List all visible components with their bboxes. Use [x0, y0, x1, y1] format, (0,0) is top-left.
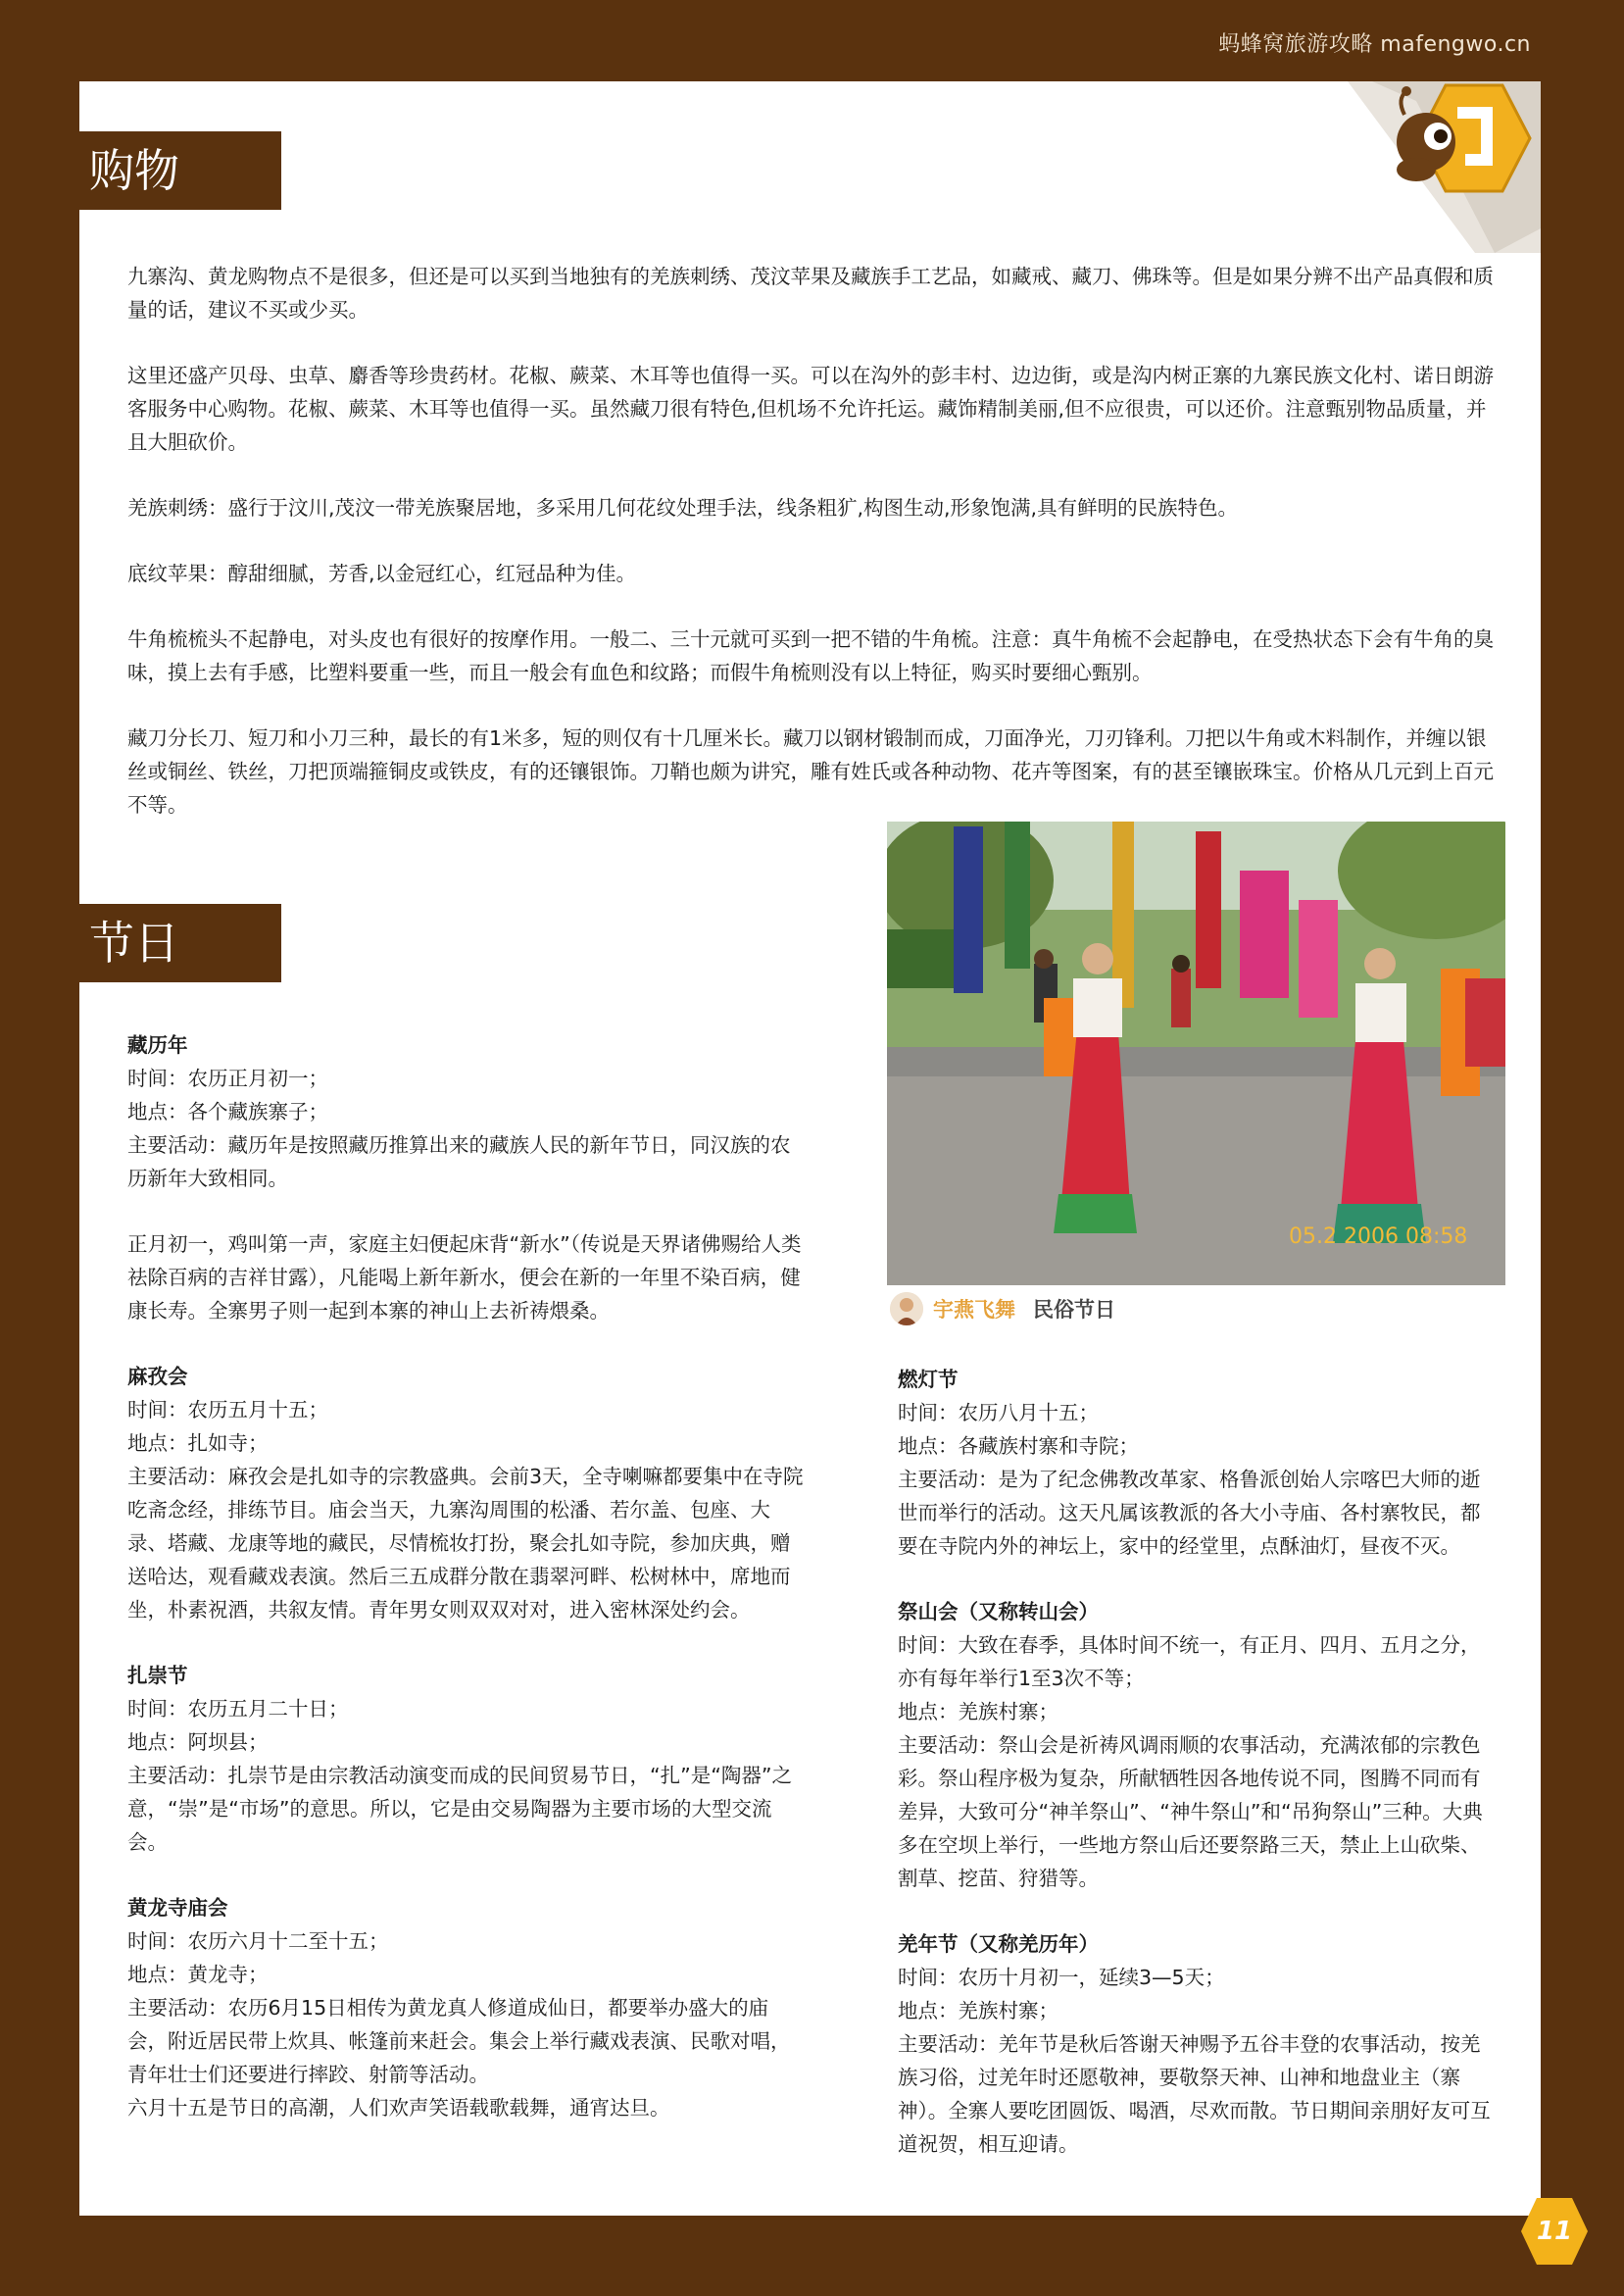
festival-line: 六月十五是节日的高潮，人们欢声笑语载歌载舞，通宵达旦。: [127, 2096, 670, 2120]
festival-entry: [127, 1891, 804, 2124]
festival-line: 时间：农历八月十五；: [898, 1401, 1099, 1424]
page-number: 11: [1536, 2217, 1573, 2246]
festival-line: 时间：大致在春季，具体时间不统一，有正月、四月、五月之分，亦有每年举行1至3次不等；: [898, 1633, 1481, 1690]
shopping-text: [127, 260, 1495, 822]
festival-line: 地点：阿坝县；: [127, 1730, 269, 1754]
festival-line: 地点：扎如寺；: [127, 1431, 269, 1455]
photo-timestamp: 05.2 2006 08:58: [1289, 1224, 1468, 1249]
festival-line: 正月初一，鸡叫第一声，家庭主妇便起床背“新水”（传说是天界诸佛赐给人类祛除百病的吉祥甘露），凡能喝上新年新水，便会在新的一年里不染百病，健康长寿。全寨男子则一起到本寨的神山上去祈祷煨桑。: [127, 1232, 802, 1323]
festival-line: 时间：农历六月十二至十五；: [127, 1929, 389, 1953]
festival-line: 主要活动：祭山会是祈祷风调雨顺的农事活动，充满浓郁的宗教色彩。祭山程序极为复杂，所献牺牲因各地传说不同，图腾不同而有差异，大致可分“神羊祭山”、“神牛祭山”和“吊狗祭山”三种。大典多在空坝上举行，一些地方祭山后还要祭路三天，禁止上山砍柴、割草、挖苗、狩猎等。: [898, 1733, 1483, 1890]
festival-line: 地点：羌族村寨；: [898, 1999, 1058, 2022]
festivals-right-column: [898, 1363, 1498, 2161]
festival-name: 扎崇节: [127, 1664, 188, 1687]
festival-entry: [898, 1595, 1498, 1895]
festival-line: 主要活动：羌年节是秋后答谢天神赐予五谷丰登的农事活动，按羌族习俗，过羌年时还愿敬神，要敬祭天神、山神和地盘业主（寨神）。全寨人要吃团圆饭、喝酒，尽欢而散。节日期间亲朋好友可互道祝贺，相互迎请。: [898, 2032, 1491, 2156]
festival-name: 羌年节（又称羌历年）: [898, 1932, 1099, 1956]
festival-name: 燃灯节: [898, 1368, 959, 1391]
festival-entry: [127, 1659, 804, 1859]
festival-name: 黄龙寺庙会: [127, 1896, 228, 1920]
festival-line: 主要活动：麻孜会是扎如寺的宗教盛典。会前3天，全寺喇嘛都要集中在寺院吃斋念经，排练节目。庙会当天，九寨沟周围的松潘、若尔盖、包座、大录、塔藏、龙康等地的藏民，尽情梳妆打扮，聚会扎如寺院，参加庆典，赠送哈达，观看藏戏表演。然后三五成群分散在翡翠河畔、松树林中，席地而坐，朴素祝酒，共叙友情。青年男女则双双对对，进入密林深处约会。: [127, 1465, 804, 1622]
festival-line: 主要活动：扎崇节是由宗教活动演变而成的民间贸易节日，“扎”是“陶器”之意，“崇”是“市场”的意思。所以，它是由交易陶器为主要市场的大型交流会。: [127, 1764, 792, 1854]
section-title-shopping: 购物: [79, 131, 281, 210]
festival-entry: [127, 1360, 804, 1626]
festival-entry: [898, 1927, 1498, 2161]
festival-photo: [887, 822, 1505, 1285]
festival-line: 时间：农历五月十五；: [127, 1398, 328, 1422]
festival-name: 祭山会（又称转山会）: [898, 1600, 1099, 1623]
festival-line: 主要活动：藏历年是按照藏历推算出来的藏族人民的新年节日，同汉族的农历新年大致相同。: [127, 1133, 791, 1190]
shopping-paragraph: 牛角梳梳头不起静电，对头皮也有很好的按摩作用。一般二、三十元就可买到一把不错的牛角梳。注意：真牛角梳不会起静电，在受热状态下会有牛角的臭味，摸上去有手感，比塑料要重一些，而且一般会有血色和纹路；而假牛角梳则没有以上特征，购买时要细心甄别。: [127, 627, 1494, 684]
festival-line: 地点：羌族村寨；: [898, 1700, 1058, 1723]
festival-line: 地点：各个藏族寨子；: [127, 1100, 328, 1123]
caption-username[interactable]: 宇燕飞舞: [933, 1298, 1015, 1322]
festival-entry: [127, 1227, 804, 1327]
brand-watermark: 蚂蜂窝旅游攻略 mafengwo.cn: [1218, 32, 1531, 57]
festival-name: 麻孜会: [127, 1365, 188, 1388]
festival-name: 藏历年: [127, 1033, 188, 1057]
shopping-paragraph: 底纹苹果：醇甜细腻，芳香,以金冠红心，红冠品种为佳。: [127, 562, 637, 585]
shopping-paragraph: 羌族刺绣：盛行于汶川,茂汶一带羌族聚居地，多采用几何花纹处理手法，线条粗犷,构图生动,形象饱满,具有鲜明的民族特色。: [127, 496, 1239, 520]
logo: [1328, 81, 1541, 253]
festival-line: 时间：农历五月二十日；: [127, 1697, 349, 1721]
festival-line: 地点：黄龙寺；: [127, 1963, 269, 1986]
photo-caption: [890, 1291, 1115, 1326]
festival-line: 主要活动：农历6月15日相传为黄龙真人修道成仙日，都要举办盛大的庙会，附近居民带上炊具、帐篷前来赶会。集会上举行藏戏表演、民歌对唱，青年壮士们还要进行摔跤、射箭等活动。: [127, 1996, 791, 2086]
festival-line: 时间：农历十月初一，延续3—5天；: [898, 1966, 1225, 1989]
festival-line: 地点：各藏族村寨和寺院；: [898, 1434, 1139, 1458]
shopping-paragraph: 这里还盛产贝母、虫草、麝香等珍贵药材。花椒、蕨菜、木耳等也值得一买。可以在沟外的彭丰村、边边街，或是沟内树正寨的九寨民族文化村、诺日朗游客服务中心购物。花椒、蕨菜、木耳等也值得一买。虽然藏刀很有特色,但机场不允许托运。藏饰精制美丽,但不应很贵，可以还价。注意甄别物品质量，并且大胆砍价。: [127, 364, 1494, 454]
festival-entry: [127, 1028, 804, 1195]
festivals-left-column: [127, 1028, 804, 2124]
section-title-festivals: 节日: [79, 904, 281, 982]
caption-tag[interactable]: 民俗节日: [1033, 1298, 1115, 1322]
bee-mascot-icon: [1328, 81, 1541, 253]
shopping-paragraph: 九寨沟、黄龙购物点不是很多，但还是可以买到当地独有的羌族刺绣、茂汶苹果及藏族手工艺品，如藏戒、藏刀、佛珠等。但是如果分辨不出产品真假和质量的话，建议不买或少买。: [127, 265, 1494, 322]
festival-line: 时间：农历正月初一；: [127, 1067, 328, 1090]
shopping-paragraph: 藏刀分长刀、短刀和小刀三种，最长的有1米多，短的则仅有十几厘米长。藏刀以钢材锻制而成，刀面净光，刀刃锋利。刀把以牛角或木料制作，并缠以银丝或铜丝、铁丝，刀把顶端箍铜皮或铁皮，有的还镶银饰。刀鞘也颇为讲究，雕有姓氏或各种动物、花卉等图案，有的甚至镶嵌珠宝。价格从几元到上百元不等。: [127, 726, 1494, 817]
festival-line: 主要活动：是为了纪念佛教改革家、格鲁派创始人宗喀巴大师的逝世而举行的活动。这天凡属该教派的各大小寺庙、各村寨牧民，都要在寺院内外的神坛上，家中的经堂里，点酥油灯，昼夜不灭。: [898, 1468, 1481, 1558]
festival-entry: [898, 1363, 1498, 1563]
avatar[interactable]: [890, 1292, 923, 1325]
